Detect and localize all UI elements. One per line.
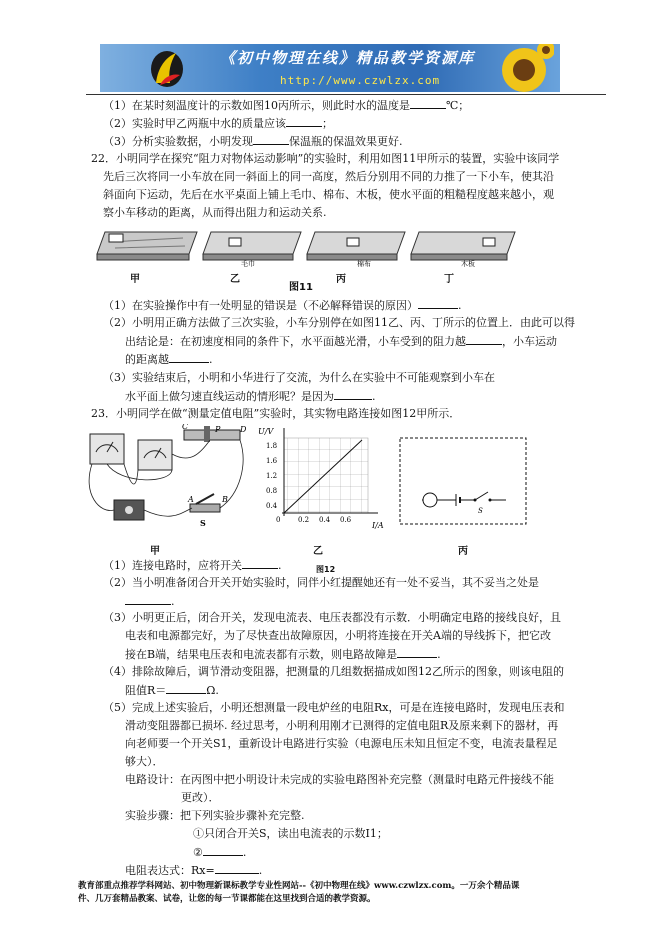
fig11-label-yi: 乙 [230, 274, 240, 285]
y-tick: 1.6 [266, 457, 278, 465]
label-c: C [182, 424, 189, 431]
figure-12-circuit-diagram [398, 436, 530, 528]
battery-symbol-icon [456, 494, 460, 506]
q23-part3-line1: （3）小明更正后，闭合开关，发现电流表、电压表都没有示数．小明确定电路的接线良好，且 [103, 611, 561, 624]
q23-part4-line1: （4）排除故障后，调节滑动变阻器，把测量的几组数据描成如图12乙所示的图象，则该电阻的 [103, 665, 564, 678]
answer-blank[interactable] [169, 350, 209, 363]
q23-part5-line3: 向老师要一个开关S1，重新设计电路进行实验（电源电压未知且恒定不变，电流表量程足 [125, 737, 558, 750]
cart-icon [483, 238, 495, 246]
figure-12-ui-graph [256, 424, 386, 536]
x-tick: 0.2 [298, 516, 310, 524]
answer-blank[interactable] [334, 387, 372, 400]
q22-stem-line4: 察小车移动的距离，从而得出阻力和运动关系. [103, 206, 327, 219]
sunflower-icon [494, 44, 554, 92]
answer-blank[interactable] [410, 96, 446, 109]
y-tick: 1.2 [266, 472, 278, 480]
q23-part5-line1: （5）完成上述实验后，小明还想测量一段电炉丝的电阻Rx，可是在连接电路时，发现电压表和 [103, 701, 565, 714]
answer-blank[interactable] [166, 681, 206, 694]
label-b: B [222, 495, 228, 504]
y-tick: 0.8 [266, 487, 278, 495]
q23-design-line1: 电路设计：在丙图中把小明设计未完成的实验电路图补充完整（测量时电路元件接线不能 [125, 773, 554, 786]
figure-11-ramps [95, 224, 520, 270]
answer-blank[interactable] [466, 332, 502, 345]
footer-line2: 件、几万套精品教案、试卷，让您的每一节课都能在这里找到合适的教学资源。 [78, 894, 376, 904]
switch-symbol-icon [474, 492, 492, 502]
q23-part2-line1: （2）当小明准备闭合开关开始实验时，同伴小红提醒她还有一处不妥当，其不妥当之处是 [103, 576, 539, 589]
fig12-label-jia: 甲 [150, 546, 160, 557]
q23-design-line2: 更改）． [181, 791, 220, 804]
x-axis-label: I/A [372, 521, 384, 530]
q23-part5-line2: 滑动变阻器都已损坏. 经过思考，小明利用刚才已测得的定值电阻R及原来剩下的器材，再 [125, 719, 559, 732]
answer-blank[interactable] [286, 114, 322, 127]
surface-label-towel: 毛巾 [241, 260, 255, 268]
surface-label-board: 木板 [461, 260, 475, 268]
site-logo-icon [148, 47, 186, 89]
q21-item3: （3）分析实验数据，小明发现 保温瓶的保温效果更好. [103, 132, 403, 150]
figure-12-caption: 图12 [316, 565, 336, 574]
q22-part3-line1: （3）实验结束后，小明和小华进行了交流，为什么在实验中不可能观察到小车在 [103, 371, 495, 384]
ammeter-symbol-icon [423, 493, 437, 507]
answer-blank[interactable] [215, 861, 259, 874]
answer-blank[interactable] [125, 592, 171, 605]
battery-box-icon [114, 500, 144, 520]
answer-blank[interactable] [418, 296, 458, 309]
answer-blank[interactable] [253, 132, 289, 145]
figure-11-caption: 图11 [289, 282, 313, 293]
q23-part4-line2: 阻值R＝ Ω. [125, 681, 219, 699]
label-s: S [478, 507, 483, 515]
q23-steps-title: 实验步骤：把下列实验步骤补充完整. [125, 809, 305, 822]
fig11-label-bing: 丙 [336, 274, 346, 285]
x-tick: 0 [276, 516, 281, 524]
answer-blank[interactable] [397, 645, 437, 658]
q23-part3-line2: 电表和电源都完好，为了尽快查出故障原因，小明将连接在开关A端的导线拆下，把它改 [125, 629, 551, 642]
q22-part2-line3: 的距离越 . [125, 350, 213, 368]
y-axis-label: U/V [258, 427, 274, 436]
fig12-label-bing: 丙 [458, 546, 468, 557]
fig11-label-ding: 丁 [444, 274, 454, 285]
q23-part5-line4: 够大）． [125, 755, 164, 768]
q23-stem: 23．小明同学在做“测量定值电阻”实验时，其实物电路连接如图12甲所示． [91, 407, 461, 420]
surface-label-cotton: 棉布 [357, 260, 371, 268]
q23-part3-line3: 接在B端，结果电压表和电流表都有示数，则电路故障是 . [125, 645, 441, 663]
q21-item2: （2）实验时甲乙两瓶中水的质量应该 ； [103, 114, 333, 132]
answer-blank[interactable] [203, 843, 243, 856]
banner-title: 《初中物理在线》精品教学资源库 [220, 49, 476, 67]
q23-part1: （1）连接电路时，应将开关 . [103, 556, 282, 574]
y-tick: 1.8 [266, 442, 278, 450]
rheostat-icon [184, 426, 240, 442]
q23-step2: ② . [193, 843, 246, 861]
label-p: P [215, 425, 221, 434]
q22-part3-line2: 水平面上做匀速直线运动的情形呢？是因为 . [125, 387, 376, 405]
banner-url[interactable]: http://www.czwlzx.com [280, 74, 441, 87]
label-a: A [188, 495, 194, 504]
header-rule [86, 94, 606, 95]
x-tick: 0.6 [340, 516, 352, 524]
q22-stem-line1: 22．小明同学在探究“阻力对物体运动影响”的实验时，利用如图11甲所示的装置，实验中该同学 [91, 152, 560, 165]
footer-line1: 教育部重点推荐学科网站、初中物理新课标教学专业性网站--《初中物理在线》www.czwlzx.com。一万余个精品课 [78, 881, 520, 891]
cart-icon [347, 238, 359, 246]
ramp-panel-bing [307, 232, 405, 268]
q23-step1: ①只闭合开关S，读出电流表的示数I1； [193, 827, 388, 840]
label-d: D [240, 425, 247, 434]
y-tick: 0.4 [266, 502, 278, 510]
fig12-label-yi: 乙 [313, 546, 323, 557]
figure-12-circuit-photo [80, 424, 260, 532]
q22-stem-line2: 先后三次将同一小车放在同一斜面上的同一高度，然后分别用不同的力推了一下小车，使其沿 [103, 170, 554, 183]
q22-part2-line1: （2）小明用正确方法做了三次实验，小车分别停在如图11乙、丙、丁所示的位置上．由此可以得 [103, 316, 575, 329]
fig11-label-jia: 甲 [130, 274, 140, 285]
q23-part2-line2: . [125, 592, 175, 610]
q23-expression: 电阻表达式：Rx= . [125, 861, 262, 879]
q22-part1: （1）在实验操作中有一处明显的错误是（不必解释错误的原因） . [103, 296, 462, 314]
q21-item1: （1）在某时刻温度计的示数如图10丙所示，则此时水的温度是 ℃； [103, 96, 469, 114]
cart-icon [109, 234, 123, 242]
q22-part2-line2: 出结论是：在初速度相同的条件下，水平面越光滑，小车受到的阻力越 ，小车运动 [125, 332, 557, 350]
answer-blank[interactable] [242, 556, 278, 569]
voltmeter-icon [138, 440, 172, 470]
x-tick: 0.4 [319, 516, 331, 524]
ramp-panel-yi [203, 232, 301, 268]
label-s: S [200, 518, 206, 528]
cart-icon [229, 238, 241, 246]
switch-icon [190, 494, 220, 512]
q22-stem-line3: 斜面向下运动，先后在水平桌面上铺上毛巾、棉布、木板，使水平面的粗糙程度越来越小，观 [103, 188, 554, 201]
site-banner [100, 44, 560, 92]
ramp-panel-jia [97, 232, 197, 260]
ammeter-icon [90, 434, 124, 464]
page-footer [78, 880, 598, 906]
ramp-panel-ding [411, 232, 515, 268]
